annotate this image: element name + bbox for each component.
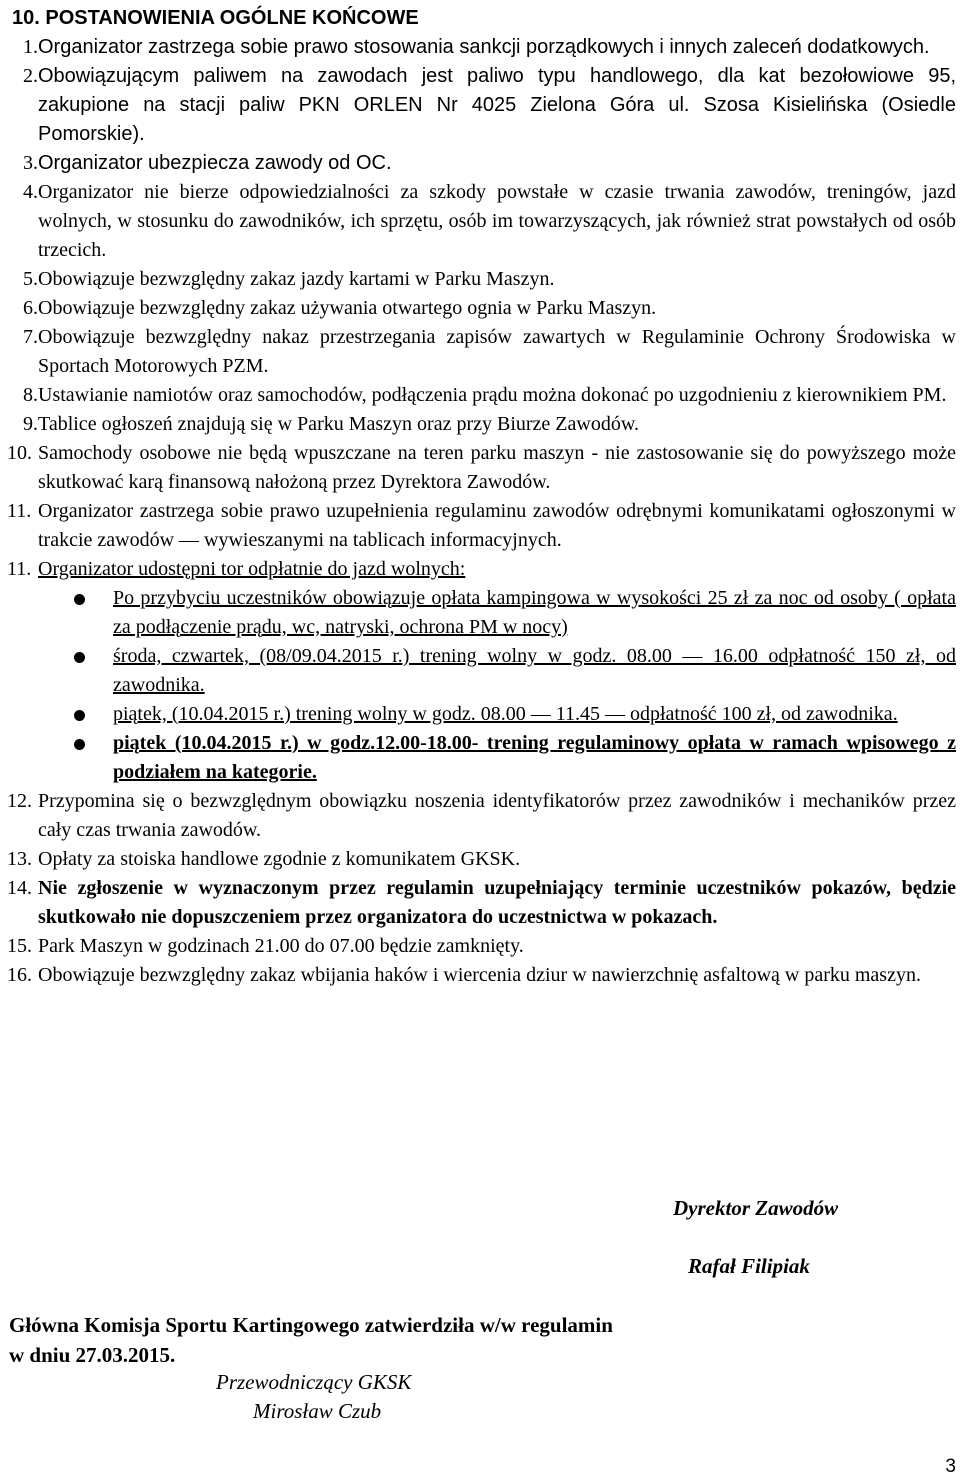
list-item — [0, 62, 960, 149]
item-text: Obowiązuje bezwzględny nakaz przestrzegania zapisów zawartych w Regulaminie Ochrony Środowiska w Sportach Motorowych PZM. — [38, 326, 956, 377]
list-item — [0, 497, 960, 555]
item-number: 9. — [23, 413, 38, 435]
item-number: 7. — [23, 326, 38, 348]
approval-block — [9, 1310, 613, 1370]
section-heading: 10. POSTANOWIENIA OGÓLNE KOŃCOWE — [12, 7, 419, 29]
bullet-text: Po przybyciu uczestników obowiązuje opłata kampingowa w wysokości 25 zł za noc od osoby ( opłata za podłączenie prądu, wc, natryski, ochrona PM w nocy) — [113, 587, 956, 638]
list-item — [0, 932, 960, 961]
signature-title: Dyrektor Zawodów — [673, 1196, 839, 1220]
item-text: Organizator zastrzega sobie prawo stosowania sankcji porządkowych i innych zaleceń dodatkowych. — [38, 36, 930, 58]
item-text: Park Maszyn w godzinach 21.00 do 07.00 będzie zamknięty. — [38, 935, 524, 957]
list-item — [0, 294, 960, 323]
item-text: Ustawianie namiotów oraz samochodów, podłączenia prądu można dokonać po uzgodnieniu z kierownikiem PM. — [38, 384, 947, 406]
bullet-text: środa, czwartek, (08/09.04.2015 r.) trening wolny w godz. 08.00 — 16.00 odpłatność 150 zł, od zawodnika. — [113, 645, 956, 696]
bullet-icon — [74, 739, 85, 750]
bullet-icon — [74, 594, 85, 605]
bullet-text: piątek (10.04.2015 r.) w godz.12.00-18.00- trening regulaminowy opłata w ramach wpisowego z podziałem na kategorie. — [113, 732, 956, 783]
list-item — [0, 178, 960, 265]
bullet-text: piątek, (10.04.2015 r.) trening wolny w godz. 08.00 — 11.45 — odpłatność 100 zł, od zawodnika. — [113, 703, 898, 725]
list-item — [0, 381, 960, 410]
approval-name: Mirosław Czub — [253, 1399, 382, 1423]
item-number: 4. — [23, 181, 38, 203]
item-number: 1. — [23, 36, 38, 58]
list-item — [0, 410, 960, 439]
item-number: 2. — [23, 65, 38, 87]
item-number: 11. — [7, 500, 32, 522]
bullet-item — [0, 700, 960, 729]
approval-line: Główna Komisja Sportu Kartingowego zatwierdziła w/w regulamin — [9, 1313, 613, 1337]
bullet-icon — [74, 652, 85, 663]
list-item — [0, 439, 960, 497]
bullet-icon — [74, 710, 85, 721]
fee-bullet-list — [0, 584, 960, 787]
item-text: Samochody osobowe nie będą wpuszczane na teren parku maszyn - nie zastosowanie się do powyższego może skutkować karą finansową nałożoną przez Dyrektora Zawodów. — [38, 442, 956, 493]
item-text: Organizator nie bierze odpowiedzialności za szkody powstałe w czasie trwania zawodów, treningów, jazd wolnych, w stosunku do zawodników, ich sprzętu, osób im towarzyszących, jak również strat powstałych od osób trzecich. — [38, 181, 956, 261]
item-number: 5. — [23, 268, 38, 290]
list-item — [0, 323, 960, 381]
item-text: Obowiązuje bezwzględny zakaz używania otwartego ognia w Parku Maszyn. — [38, 297, 657, 319]
item-number: 14. — [7, 877, 32, 899]
item-text: Opłaty za stoiska handlowe zgodnie z komunikatem GKSK. — [38, 848, 521, 870]
item-number: 16. — [7, 964, 32, 986]
item-text: Obowiązującym paliwem na zawodach jest paliwo typu handlowego, dla kat bezołowiowe 95, zakupione na stacji paliw PKN ORLEN Nr 4025 Zielona Góra ul. Szosa Kisielińska (Osiedle Pomorskie). — [38, 65, 956, 145]
item-number: 8. — [23, 384, 38, 406]
list-item — [0, 33, 960, 62]
signature-name: Rafał Filipiak — [688, 1254, 810, 1278]
list-item — [0, 874, 960, 932]
list-item — [0, 961, 960, 990]
item-number: 12. — [7, 790, 32, 812]
bullet-item — [0, 642, 960, 700]
approval-role: Przewodniczący GKSK — [216, 1370, 412, 1394]
list-item — [0, 845, 960, 874]
item-number: 6. — [23, 297, 38, 319]
item-text: Tablice ogłoszeń znajdują się w Parku Maszyn oraz przy Biurze Zawodów. — [38, 413, 639, 435]
approval-date: w dniu 27.03.2015. — [9, 1343, 176, 1367]
list-item — [0, 149, 960, 178]
bullet-item — [0, 584, 960, 642]
list-item — [0, 787, 960, 845]
page-number: 3 — [945, 1456, 956, 1477]
list-item — [0, 555, 960, 584]
item-text: Organizator udostępni tor odpłatnie do jazd wolnych: — [38, 558, 466, 580]
bullet-item — [0, 729, 960, 787]
item-text: Przypomina się o bezwzględnym obowiązku noszenia identyfikatorów przez zawodników i mechaników przez cały czas trwania zawodów. — [38, 790, 956, 841]
item-number: 11. — [7, 558, 32, 580]
item-text: Obowiązuje bezwzględny zakaz jazdy kartami w Parku Maszyn. — [38, 268, 555, 290]
item-text: Organizator zastrzega sobie prawo uzupełnienia regulaminu zawodów odrębnymi komunikatami ogłoszonymi w trakcie zawodów — wywieszanymi na tablicach informacyjnych. — [38, 500, 956, 551]
item-number: 10. — [7, 442, 32, 464]
item-number: 3. — [23, 152, 38, 174]
item-text: Nie zgłoszenie w wyznaczonym przez regulamin uzupełniający terminie uczestników pokazów, będzie skutkowało nie dopuszczeniem przez organizatora do uczestnictwa w pokazach. — [38, 877, 956, 928]
item-number: 15. — [7, 935, 32, 957]
item-text: Organizator ubezpiecza zawody od OC. — [38, 152, 392, 174]
list-item — [0, 265, 960, 294]
provisions-list — [0, 33, 960, 990]
item-number: 13. — [7, 848, 32, 870]
item-text: Obowiązuje bezwzględny zakaz wbijania haków i wiercenia dziur w nawierzchnię asfaltową w parku maszyn. — [38, 964, 921, 986]
